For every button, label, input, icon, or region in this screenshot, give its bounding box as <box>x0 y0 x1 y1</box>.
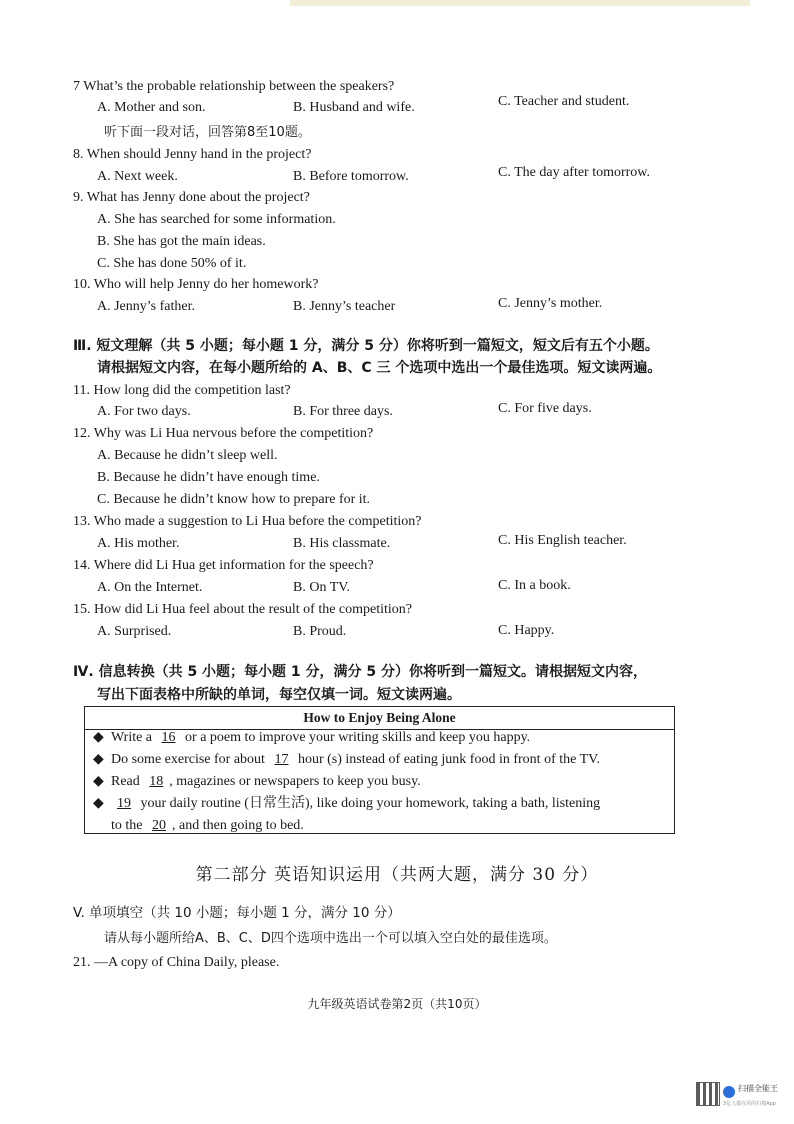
section-3-title: Ⅲ. 短文理解（共 5 小题；每小题 1 分，满分 5 分）你将听到一篇短文，短文后有五个小题。 <box>73 338 659 354</box>
blank-17: 17 <box>274 752 289 767</box>
section-4-instruction: 写出下面表格中所缺的单词，每空仅填一词。短文读两遍。 <box>97 687 461 703</box>
blank-20: 20 <box>152 818 166 833</box>
table-row: to the 20 , and then going to bed. <box>111 818 304 833</box>
q15-option-b: B. Proud. <box>293 624 347 639</box>
q7-option-b: B. Husband and wife. <box>293 100 415 115</box>
scanner-app-name: 扫描全能王 <box>738 1084 778 1093</box>
table-row: ◆ Do some exercise for about 17 hour (s) instead of eating junk food in front of the TV. <box>93 752 600 767</box>
question-10: 10. Who will help Jenny do her homework? <box>73 277 319 292</box>
question-21: 21. —A copy of China Daily, please. <box>73 955 280 970</box>
q13-option-b: B. His classmate. <box>293 536 391 551</box>
q15-option-a: A. Surprised. <box>97 624 172 639</box>
page-footer: 九年级英语试卷第2页（共10页） <box>307 997 487 1011</box>
bullet-icon: ◆ <box>93 752 104 767</box>
q12-option-a: A. Because he didn’t sleep well. <box>97 448 278 463</box>
q11-option-b: B. For three days. <box>293 404 393 419</box>
q14-option-a: A. On the Internet. <box>97 580 203 595</box>
q7-option-a: A. Mother and son. <box>97 100 206 115</box>
qr-code-icon <box>696 1082 720 1106</box>
q13-option-a: A. His mother. <box>97 536 180 551</box>
info-table <box>84 706 675 834</box>
q12-option-c: C. Because he didn’t know how to prepare for it. <box>97 492 371 507</box>
q12-option-b: B. Because he didn’t have enough time. <box>97 470 320 485</box>
question-7: 7 What’s the probable relationship between the speakers? <box>73 79 395 94</box>
bullet-icon: ◆ <box>93 796 104 811</box>
blank-19: 19 <box>117 796 131 811</box>
table-row: ◆ Read 18 , magazines or newspapers to keep you busy. <box>93 774 421 789</box>
table-title: How to Enjoy Being Alone <box>85 707 674 730</box>
q10-option-b: B. Jenny’s teacher <box>293 299 396 314</box>
blank-16: 16 <box>161 730 176 745</box>
section-3-instruction: 请根据短文内容，在每小题所给的 A、B、C 三 个选项中选出一个最佳选项。短文读两遍。 <box>97 360 662 376</box>
bullet-icon: ◆ <box>93 774 104 789</box>
question-13: 13. Who made a suggestion to Li Hua before the competition? <box>73 514 422 529</box>
q7-option-c: C. Teacher and student. <box>498 94 630 109</box>
question-9: 9. What has Jenny done about the project? <box>73 190 310 205</box>
q11-option-a: A. For two days. <box>97 404 191 419</box>
question-15: 15. How did Li Hua feel about the result of the competition? <box>73 602 413 617</box>
q8-option-b: B. Before tomorrow. <box>293 169 409 184</box>
scanner-logo-icon <box>723 1086 735 1098</box>
section-5-title: V. 单项填空（共 10 小题；每小题 1 分，满分 10 分） <box>73 905 401 921</box>
table-row: ◆ 19 your daily routine (日常生活), like doing your homework, taking a bath, listening <box>93 796 601 811</box>
question-14: 14. Where did Li Hua get information for the speech? <box>73 558 374 573</box>
section-4-title: Ⅳ. 信息转换（共 5 小题；每小题 1 分，满分 5 分）你将听到一篇短文。请根据短文内容， <box>73 664 648 680</box>
q8-option-c: C. The day after tomorrow. <box>498 165 651 180</box>
q15-option-c: C. Happy. <box>498 623 555 638</box>
bullet-icon: ◆ <box>93 730 104 745</box>
scan-edge <box>290 0 750 6</box>
blank-18: 18 <box>149 774 164 789</box>
question-8: 8. When should Jenny hand in the project? <box>73 147 312 162</box>
instruction-8-10: 听下面一段对话，回答第8至10题。 <box>104 125 311 140</box>
question-11: 11. How long did the competition last? <box>73 383 291 398</box>
q14-option-c: C. In a book. <box>498 578 571 593</box>
q10-option-c: C. Jenny’s mother. <box>498 296 603 311</box>
section-5-instruction: 请从每小题所给A、B、C、D四个选项中选出一个可以填入空白处的最佳选项。 <box>104 931 557 946</box>
scanner-app-tagline: 3亿人都在用的扫描App <box>723 1101 776 1107</box>
q9-option-a: A. She has searched for some information. <box>97 212 336 227</box>
q10-option-a: A. Jenny’s father. <box>97 299 195 314</box>
question-12: 12. Why was Li Hua nervous before the competition? <box>73 426 374 441</box>
q11-option-c: C. For five days. <box>498 401 592 416</box>
q14-option-b: B. On TV. <box>293 580 351 595</box>
q13-option-c: C. His English teacher. <box>498 533 627 548</box>
q8-option-a: A. Next week. <box>97 169 178 184</box>
q9-option-c: C. She has done 50% of it. <box>97 256 247 271</box>
table-row: ◆ Write a 16 or a poem to improve your writing skills and keep you happy. <box>93 730 531 745</box>
q9-option-b: B. She has got the main ideas. <box>97 234 266 249</box>
part-2-title: 第二部分 英语知识运用（共两大题，满分 30 分） <box>195 865 599 885</box>
